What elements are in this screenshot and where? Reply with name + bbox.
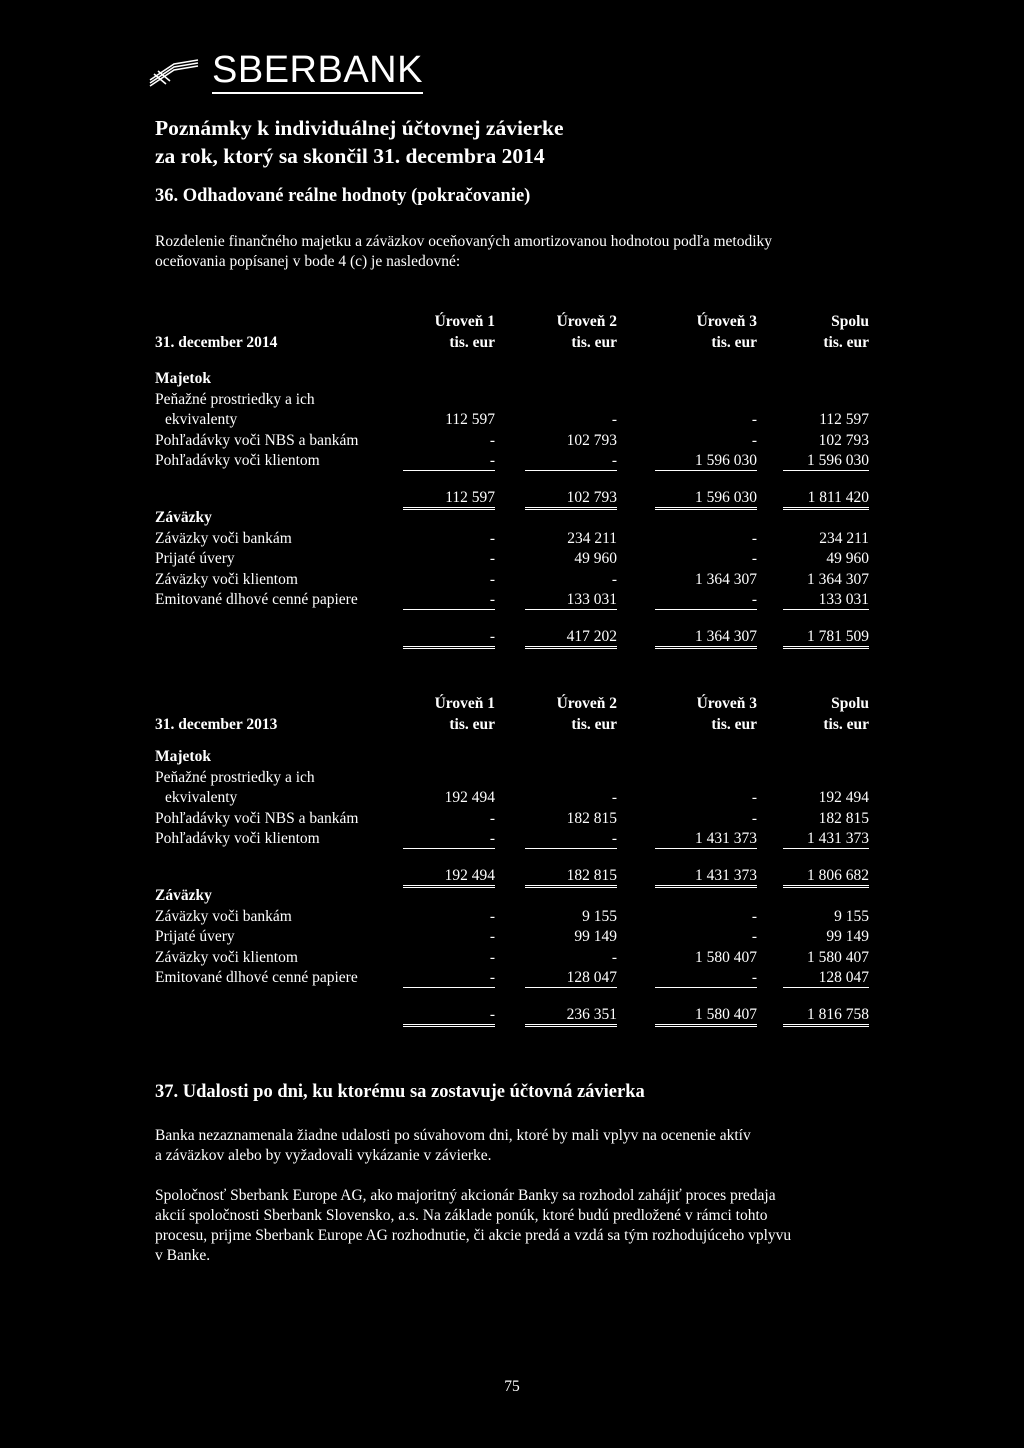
section-36-heading: 36. Odhadované reálne hodnoty (pokračovanie) [155,186,531,206]
row-label: Emitované dlhové cenné papiere [155,591,358,608]
total-value: 1 364 307 [655,627,757,649]
liabilities-heading: Záväzky [155,887,212,904]
assets-heading: Majetok [155,748,211,765]
cell-value: - [751,431,757,449]
table-row [155,907,870,928]
cell-value: 102 793 [818,431,869,449]
table-row [155,768,870,789]
header-level-3: Úroveň 3 [696,695,757,712]
cell-value: 1 364 307 [807,570,869,588]
table-header-units [155,333,870,354]
row-label: Emitované dlhové cenné papiere [155,969,358,986]
cell-value: 49 960 [826,550,869,567]
row-label: Pohľadávky voči NBS a bankám [155,809,359,827]
cell-value: - [751,411,757,428]
liabilities-heading-row [155,508,870,529]
cell-value: 1 580 407 [807,948,869,966]
liabilities-heading-row [155,886,870,907]
row-label: Záväzky voči bankám [155,529,292,547]
row-label: Pohľadávky voči NBS a bankám [155,431,359,449]
cell-value: 99 149 [826,928,869,945]
row-label: Pohľadávky voči klientom [155,830,320,847]
total-value: 417 202 [525,627,617,649]
section-37-paragraph-2 [155,1186,869,1266]
total-value: 1 781 509 [783,627,869,649]
brand-name: SBERBANK [212,50,423,94]
row-label: ekvivalenty [165,789,238,806]
total-value: 182 815 [525,866,617,888]
cell-value: 182 815 [818,809,869,827]
section-37-paragraph-1 [155,1126,869,1166]
cell-value: 1 431 373 [783,829,869,849]
liabilities-total-row [155,627,870,648]
document-title-line1: Poznámky k individuálnej účtovnej závierke [155,116,564,140]
cell-value: 234 211 [819,529,869,547]
cell-value: - [489,529,495,547]
paragraph-line: procesu, prijme Sberbank Europe AG rozhodnutie, či akcie predá a vzdá sa tým rozhodujúceho vplyvu [155,1227,792,1244]
table-row [155,948,870,969]
assets-heading: Majetok [155,370,211,387]
section-36-intro-line1: Rozdelenie finančného majetku a záväzkov oceňovaných amortizovanou hodnotou podľa metodiky [155,233,773,250]
cell-value: 128 047 [783,968,869,988]
cell-value: 9 155 [582,907,617,925]
header-level-2: Úroveň 2 [556,695,617,712]
cell-value: - [403,451,495,471]
fair-value-table-2014 [155,312,870,647]
cell-value: - [489,907,495,925]
total-value: 1 580 407 [655,1005,757,1027]
table-row [155,570,870,591]
table-row [155,590,870,611]
cell-value: 182 815 [566,809,617,827]
cell-value: 192 494 [444,789,495,806]
cell-value: 99 149 [574,928,617,945]
liabilities-heading: Záväzky [155,509,212,526]
cell-value: - [403,590,495,610]
cell-value: - [751,928,757,945]
assets-heading-row [155,369,870,390]
total-value: 192 494 [403,866,495,888]
sberbank-logo [146,50,423,94]
header-level-1: Úroveň 1 [434,313,495,330]
total-value: - [403,1005,495,1027]
table-date: 31. december 2014 [155,333,278,351]
total-value: 1 816 758 [783,1005,869,1027]
cell-value: - [489,809,495,827]
cell-value: - [489,431,495,449]
total-value: 102 793 [525,488,617,510]
table-row [155,968,870,989]
total-value: 1 596 030 [655,488,757,510]
total-value: 1 811 420 [783,488,869,510]
section-36-intro [155,232,869,272]
table-row [155,451,870,472]
cell-value: 234 211 [567,529,617,547]
total-value: - [403,627,495,649]
cell-value: - [489,928,495,945]
total-value: 112 597 [403,488,495,510]
cell-value: - [611,789,617,806]
unit-label: tis. eur [711,333,757,351]
cell-value: - [655,590,757,610]
cell-value: - [611,411,617,428]
header-total: Spolu [831,695,869,712]
page-number: 75 [504,1378,520,1395]
cell-value: 192 494 [818,789,869,806]
cell-value: - [751,529,757,547]
cell-value: 1 431 373 [655,829,757,849]
row-label: Peňažné prostriedky a ich [155,390,315,408]
cell-value: 112 597 [445,411,495,428]
paragraph-line: Spoločnosť Sberbank Europe AG, ako majoritný akcionár Banky sa rozhodol zahájiť proces predaja [155,1187,776,1204]
table-row [155,410,870,431]
unit-label: tis. eur [571,333,617,351]
total-value: 236 351 [525,1005,617,1027]
cell-value: 133 031 [783,590,869,610]
cell-value: 1 580 407 [695,948,757,966]
cell-value: - [525,451,617,471]
cell-value: 1 596 030 [655,451,757,471]
unit-label: tis. eur [823,715,869,733]
total-value: 1 806 682 [783,866,869,888]
row-label: Pohľadávky voči klientom [155,452,320,469]
assets-total-row [155,488,870,509]
table-header-levels [155,312,870,333]
sberbank-wave-logo-icon [146,54,200,90]
table-row [155,529,870,550]
total-value: 1 431 373 [655,866,757,888]
table-row [155,788,870,809]
paragraph-line: v Banke. [155,1247,211,1264]
cell-value: - [611,570,617,588]
unit-label: tis. eur [449,715,495,733]
liabilities-total-row [155,1005,870,1026]
row-label: Záväzky voči klientom [155,570,298,588]
unit-label: tis. eur [571,715,617,733]
cell-value: - [751,809,757,827]
row-label: Prijaté úvery [155,550,235,567]
row-label: Peňažné prostriedky a ich [155,768,315,786]
paragraph-line: akcií spoločnosti Sberbank Slovensko, a.s. Na základe ponúk, ktoré budú predložené v rámci tohto [155,1207,768,1224]
table-row [155,390,870,411]
unit-label: tis. eur [823,333,869,351]
section-36-intro-line2: oceňovania popísanej v bode 4 (c) je nasledovné: [155,253,461,270]
cell-value: 128 047 [525,968,617,988]
header-total: Spolu [831,313,869,330]
table-row [155,431,870,452]
unit-label: tis. eur [711,715,757,733]
cell-value: 112 597 [819,411,869,428]
cell-value: 49 960 [574,550,617,567]
cell-value: - [751,907,757,925]
header-level-1: Úroveň 1 [434,695,495,712]
table-row [155,549,870,570]
cell-value: - [489,948,495,966]
cell-value: - [655,968,757,988]
assets-total-row [155,866,870,887]
unit-label: tis. eur [449,333,495,351]
cell-value: - [489,550,495,567]
fair-value-table-2013 [155,694,870,1025]
cell-value: 1 596 030 [783,451,869,471]
cell-value: 9 155 [834,907,869,925]
table-header-levels [155,694,870,715]
cell-value: 133 031 [525,590,617,610]
table-row [155,809,870,830]
cell-value: - [751,789,757,806]
row-label: Záväzky voči bankám [155,907,292,925]
document-title [155,114,564,170]
cell-value: - [525,829,617,849]
table-date: 31. december 2013 [155,715,278,733]
header-level-3: Úroveň 3 [696,313,757,330]
table-row [155,829,870,850]
row-label: Záväzky voči klientom [155,948,298,966]
header-level-2: Úroveň 2 [556,313,617,330]
cell-value: - [611,948,617,966]
row-label: Prijaté úvery [155,928,235,945]
table-header-units [155,715,870,736]
cell-value: - [751,550,757,567]
cell-value: - [403,968,495,988]
document-title-line2: za rok, ktorý sa skončil 31. decembra 2014 [155,144,545,168]
paragraph-line: Banka nezaznamenala žiadne udalosti po súvahovom dni, ktoré by mali vplyv na ocenenie aktív [155,1127,751,1144]
cell-value: 1 364 307 [695,570,757,588]
cell-value: 102 793 [566,431,617,449]
row-label: ekvivalenty [165,411,238,428]
cell-value: - [403,829,495,849]
assets-heading-row [155,747,870,768]
section-37-heading: 37. Udalosti po dni, ku ktorému sa zostavuje účtovná závierka [155,1082,645,1102]
cell-value: - [489,570,495,588]
table-row [155,927,870,948]
paragraph-line: a záväzkov alebo by vyžadovali vykázanie v závierke. [155,1147,492,1164]
